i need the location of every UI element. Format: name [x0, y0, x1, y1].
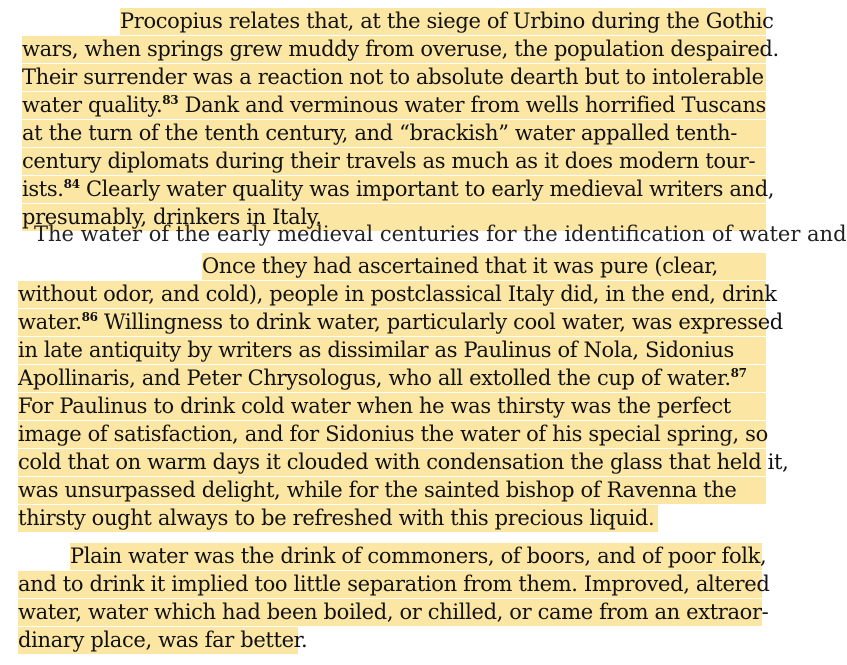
line-text: dinary place, was far better.: [18, 628, 308, 652]
paragraph-2-line-8: [18, 449, 789, 476]
line-text: cold that on warm days it clouded with condensation the glass that held it,: [18, 450, 789, 474]
paragraph-1-line-2: [22, 36, 779, 63]
line-text: was unsurpassed delight, while for the sainted bishop of Ravenna the: [18, 478, 737, 502]
paragraph-2-line-10: [18, 505, 658, 532]
footnote-marker: 83: [162, 93, 179, 107]
paragraph-2-line-9: [18, 477, 766, 504]
paragraph-2-line-6: [18, 393, 766, 420]
line-text: at the turn of the tenth century, and “brackish” water appalled tenth-: [22, 121, 737, 145]
paragraph-2-line-4: [18, 337, 766, 364]
line-text: wars, when springs grew muddy from overuse, the population despaired.: [22, 37, 779, 61]
paragraph-1-line-6: [22, 148, 766, 175]
line-text: image of satisfaction, and for Sidonius the water of his special spring, so: [18, 422, 768, 446]
clipped-text-line: The water of the early medieval centuries for the identification of water and: [34, 222, 847, 246]
paragraph-1-line-4: [22, 92, 766, 119]
paragraph-3-line-3: [18, 599, 769, 626]
line-text: For Paulinus to drink cold water when he was thirsty was the perfect: [18, 394, 731, 418]
line-text: Once they had ascertained that it was pure (clear,: [202, 254, 718, 278]
paragraph-1-line-7: [22, 176, 775, 203]
line-text: without odor, and cold), people in postclassical Italy did, in the end, drink: [18, 282, 777, 306]
footnote-marker: 87: [730, 366, 747, 380]
paragraph-1-line-1: [120, 8, 774, 35]
line-text: presumably, drinkers in Italy.: [22, 205, 322, 229]
line-text: water quality.: [22, 93, 163, 117]
paragraph-3-line-1: [70, 543, 767, 570]
line-text: water.: [18, 310, 82, 334]
line-text: ists.: [22, 177, 64, 201]
line-text: thirsty ought always to be refreshed with this precious liquid.: [18, 506, 655, 530]
line-text: Their surrender was a reaction not to absolute dearth but to intolerable: [22, 65, 764, 89]
paragraph-2-line-5: [18, 365, 766, 392]
paragraph-3-line-2: [18, 571, 770, 598]
line-text: Procopius relates that, at the siege of Urbino during the Gothic: [120, 9, 774, 33]
line-text-continued: Willingness to drink water, particularly cool water, was expressed: [97, 310, 783, 334]
line-text: Plain water was the drink of commoners, of boors, and of poor folk,: [70, 544, 767, 568]
line-text-continued: Dank and verminous water from wells horrified Tuscans: [178, 93, 766, 117]
paragraph-2-line-2: [18, 281, 777, 308]
line-text: century diplomats during their travels as much as it does modern tour-: [22, 149, 756, 173]
footnote-marker: 84: [63, 177, 80, 191]
footnote-marker: 86: [81, 310, 98, 324]
line-text-continued: Clearly water quality was important to early medieval writers and,: [79, 177, 775, 201]
paragraph-2-line-7: [18, 421, 766, 448]
paragraph-2-line-3: [18, 309, 783, 336]
paragraph-3-line-4: [18, 627, 308, 654]
line-text: Apollinaris, and Peter Chrysologus, who all extolled the cup of water.: [18, 366, 731, 390]
line-text: in late antiquity by writers as dissimilar as Paulinus of Nola, Sidonius: [18, 338, 734, 362]
line-text: and to drink it implied too little separation from them. Improved, altered: [18, 572, 770, 596]
paragraph-1-line-5: [22, 120, 766, 147]
line-text: water, water which had been boiled, or chilled, or came from an extraor-: [18, 600, 769, 624]
paragraph-2-line-1: [202, 253, 766, 280]
paragraph-1-line-3: [22, 64, 766, 91]
